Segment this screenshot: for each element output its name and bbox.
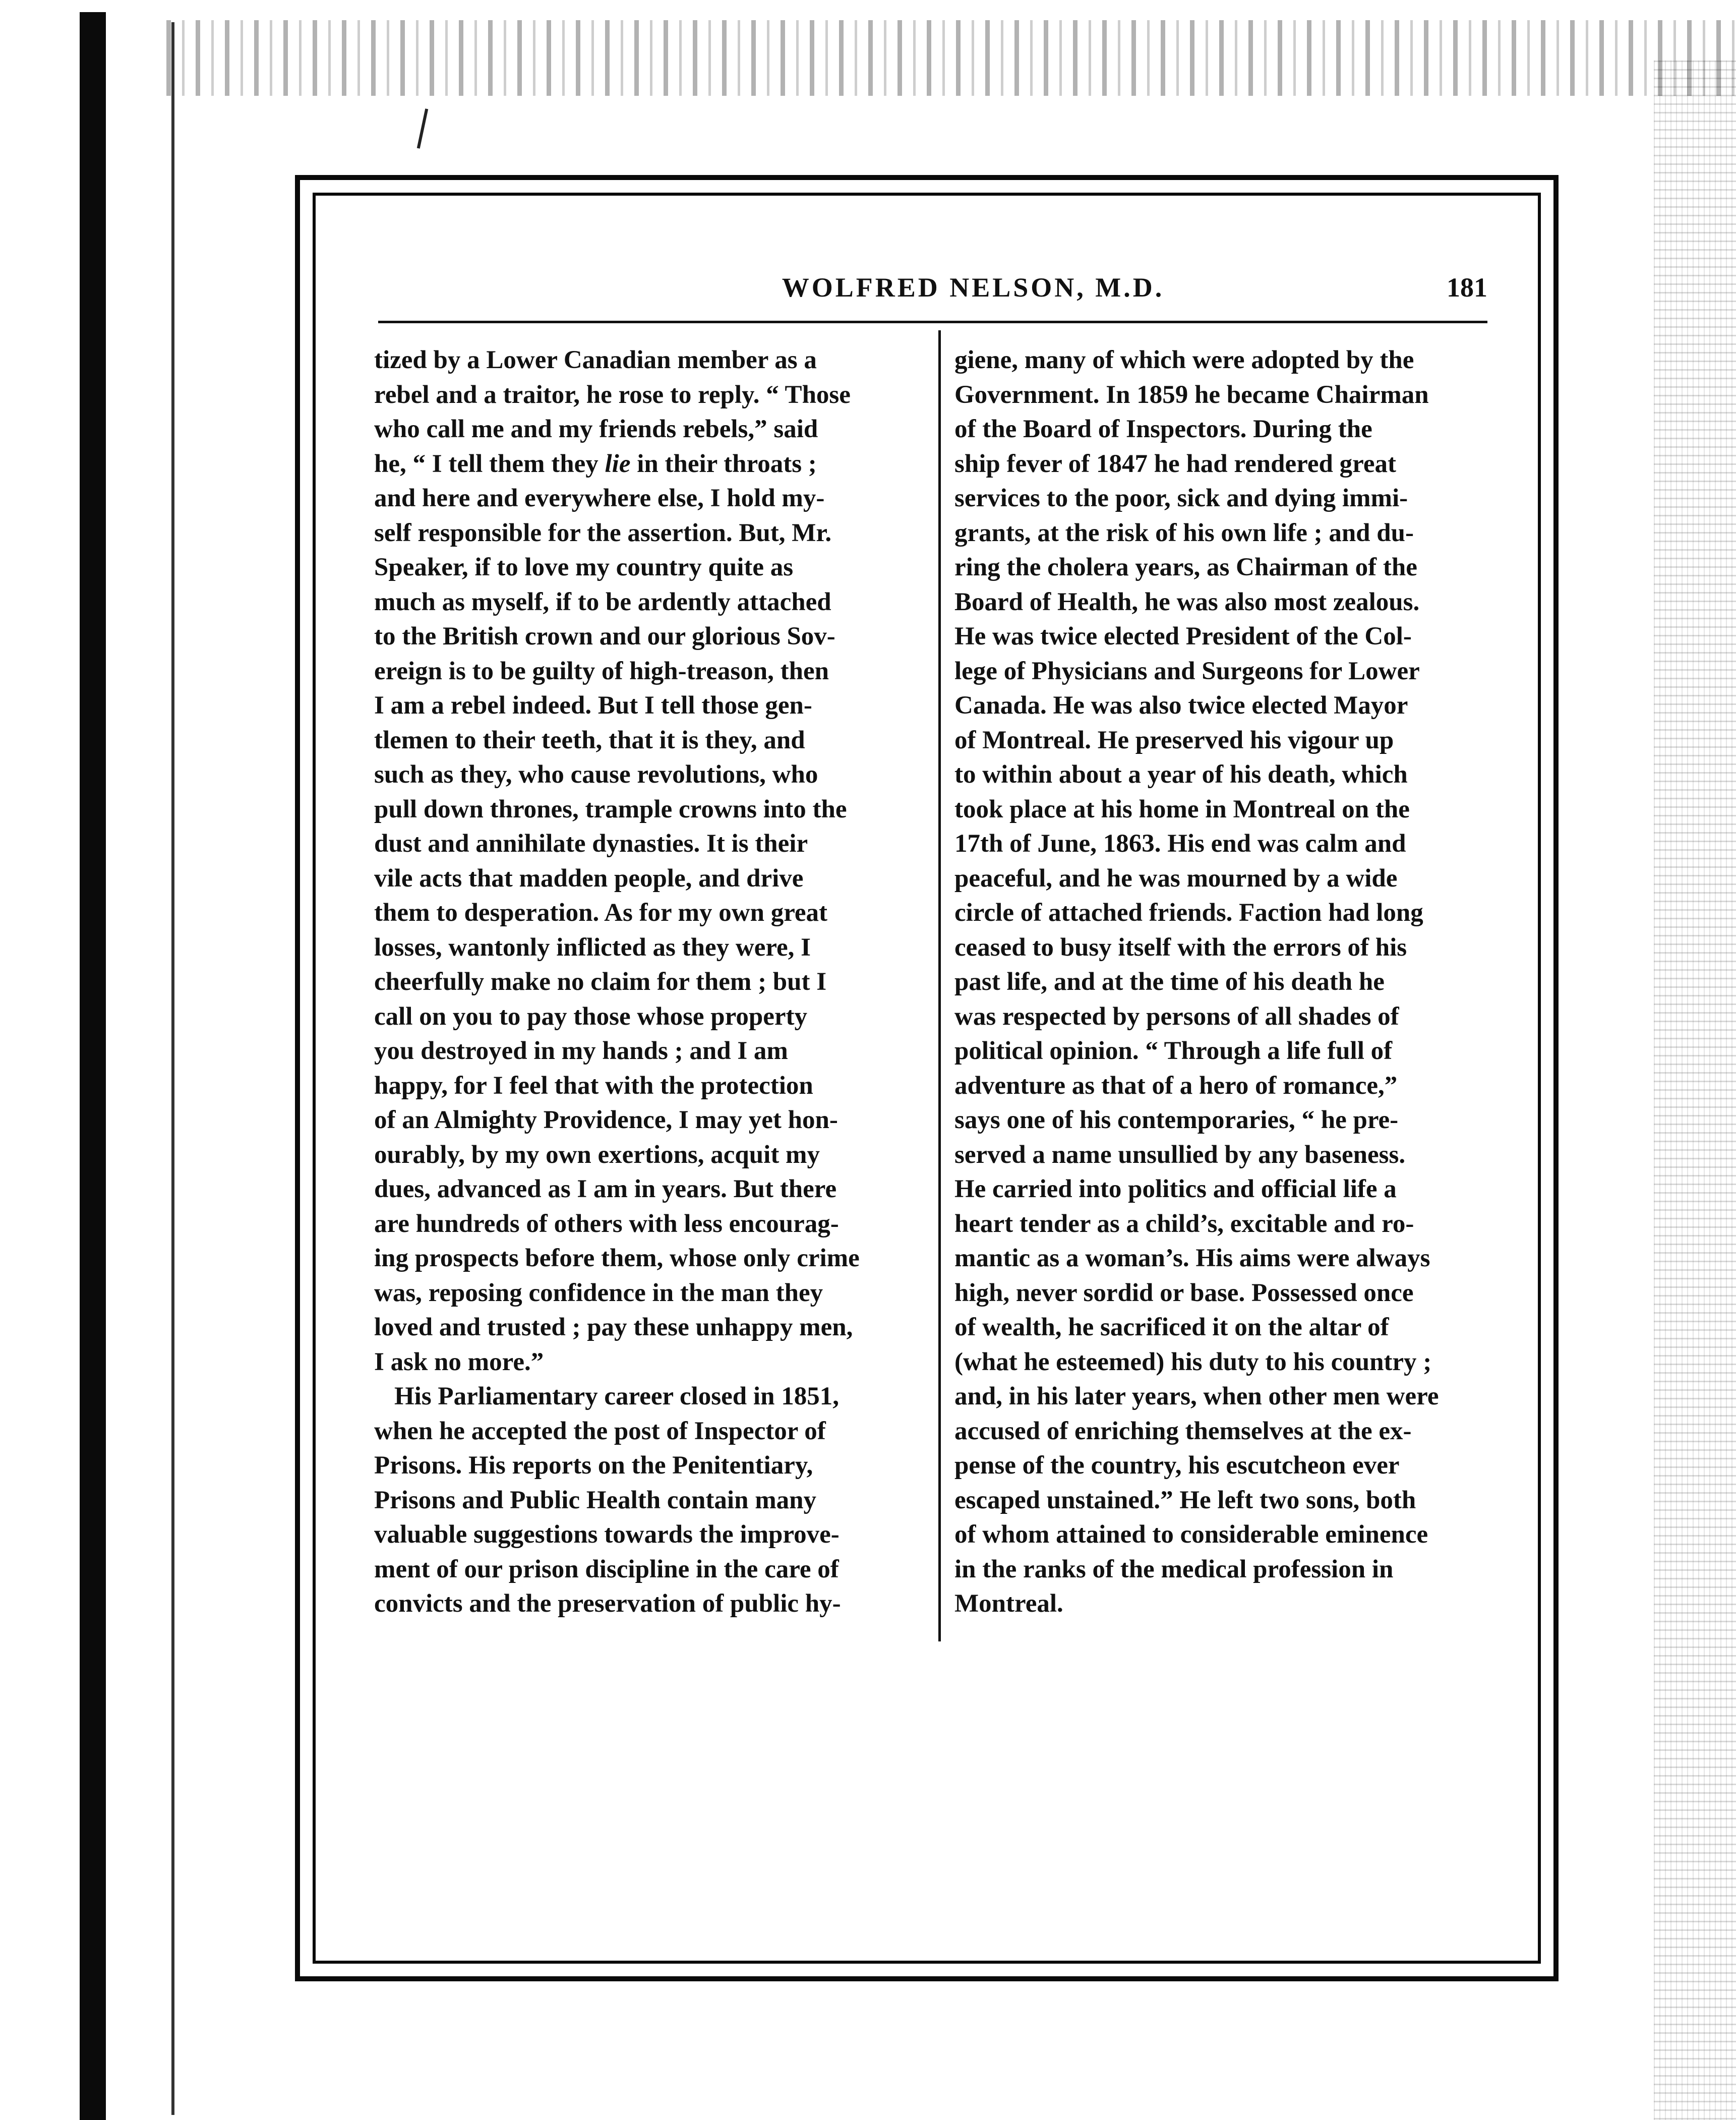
text-line: circle of attached friends. Faction had long xyxy=(954,899,1423,927)
text-line: pull down thrones, trample crowns into the xyxy=(374,795,847,823)
text-line: to within about a year of his death, which xyxy=(954,760,1408,789)
text-segment: in their throats ; xyxy=(630,449,817,478)
text-line: ceased to busy itself with the errors of his xyxy=(954,933,1407,962)
text-line: served a name unsullied by any baseness. xyxy=(954,1140,1406,1169)
text-line: rebel and a traitor, he rose to reply. “ Those xyxy=(374,380,851,409)
text-line: Speaker, if to love my country quite as xyxy=(374,553,794,581)
text-line: Montreal. xyxy=(954,1589,1063,1618)
text-line: of whom attained to considerable eminence xyxy=(954,1520,1428,1549)
binding-edge xyxy=(171,22,174,2115)
text-line: losses, wantonly inflicted as they were, I xyxy=(374,933,811,962)
text-line: them to desperation. As for my own great xyxy=(374,899,828,927)
text-line: ring the cholera years, as Chairman of the xyxy=(954,553,1417,581)
text-line: He carried into politics and official life a xyxy=(954,1175,1397,1203)
page-number: 181 xyxy=(1447,272,1487,303)
text-line: services to the poor, sick and dying immi- xyxy=(954,484,1408,512)
text-line: ment of our prison discipline in the care of xyxy=(374,1555,839,1583)
right-column xyxy=(954,343,1502,1621)
text-line: 17th of June, 1863. His end was calm and xyxy=(954,830,1406,858)
running-head xyxy=(378,262,1487,313)
pencil-mark xyxy=(417,108,429,148)
text-line: Prisons and Public Health contain many xyxy=(374,1486,817,1514)
text-line: escaped unstained.” He left two sons, both xyxy=(954,1486,1416,1514)
text-line: grants, at the risk of his own life ; and du- xyxy=(954,518,1414,547)
text-segment: he, “ I tell them they xyxy=(374,449,598,478)
text-line: such as they, who cause revolutions, who xyxy=(374,760,818,789)
text-line: self responsible for the assertion. But, Mr. xyxy=(374,518,832,547)
text-line: in the ranks of the medical profession in xyxy=(954,1555,1394,1583)
text-line: Board of Health, he was also most zealous. xyxy=(954,587,1420,616)
scan-noise-top xyxy=(166,20,1736,96)
text-line: cheerfully make no claim for them ; but I xyxy=(374,968,827,996)
text-line: of an Almighty Providence, I may yet hon- xyxy=(374,1106,838,1134)
text-line: of the Board of Inspectors. During the xyxy=(954,415,1372,443)
text-line: lege of Physicians and Surgeons for Lower xyxy=(954,657,1420,685)
text-line: adventure as that of a hero of romance,” xyxy=(954,1071,1398,1100)
text-line: heart tender as a child’s, excitable and ro- xyxy=(954,1209,1414,1238)
text-line: when he accepted the post of Inspector of xyxy=(374,1417,826,1445)
scan-noise-right xyxy=(1654,61,1736,2120)
text-line: call on you to pay those whose property xyxy=(374,1002,808,1031)
header-rule xyxy=(378,321,1487,323)
text-line: took place at his home in Montreal on the xyxy=(954,795,1410,823)
text-line: convicts and the preservation of public hy- xyxy=(374,1589,841,1618)
text-line: of Montreal. He preserved his vigour up xyxy=(954,726,1394,754)
text-line: Government. In 1859 he became Chairman xyxy=(954,380,1429,409)
text-line: ereign is to be guilty of high-treason, then xyxy=(374,657,829,685)
left-column xyxy=(374,343,921,1621)
text-line: dust and annihilate dynasties. It is their xyxy=(374,830,808,858)
column-divider xyxy=(938,330,941,1641)
text-line: ing prospects before them, whose only crime xyxy=(374,1244,860,1272)
text-line: tized by a Lower Canadian member as a xyxy=(374,346,817,374)
text-line: mantic as a woman’s. His aims were always xyxy=(954,1244,1430,1272)
text-line: pense of the country, his escutcheon ever xyxy=(954,1451,1400,1480)
italic-word: lie xyxy=(605,449,631,478)
text-line: of wealth, he sacrificed it on the altar of xyxy=(954,1313,1389,1341)
text-line: says one of his contemporaries, “ he pre- xyxy=(954,1106,1399,1134)
text-line: was, reposing confidence in the man they xyxy=(374,1278,823,1307)
text-line: giene, many of which were adopted by the xyxy=(954,346,1414,374)
text-line: loved and trusted ; pay these unhappy men, xyxy=(374,1313,853,1341)
text-line: tlemen to their teeth, that it is they, and xyxy=(374,726,805,754)
text-line: political opinion. “ Through a life full of xyxy=(954,1037,1393,1065)
text-line: past life, and at the time of his death he xyxy=(954,968,1385,996)
text-line: much as myself, if to be ardently attached xyxy=(374,587,831,616)
paragraph-start-line: His Parliamentary career closed in 1851, xyxy=(394,1382,839,1410)
text-line: peaceful, and he was mourned by a wide xyxy=(954,864,1398,893)
text-line: Prisons. His reports on the Penitentiary, xyxy=(374,1451,813,1480)
text-line: I ask no more.” xyxy=(374,1347,544,1376)
text-line xyxy=(374,447,921,482)
text-line: ship fever of 1847 he had rendered great xyxy=(954,449,1396,478)
text-line: He was twice elected President of the Col- xyxy=(954,622,1412,651)
text-line: dues, advanced as I am in years. But there xyxy=(374,1175,837,1203)
binding-shadow xyxy=(80,12,106,2120)
text-line: valuable suggestions towards the improve- xyxy=(374,1520,840,1549)
text-line: you destroyed in my hands ; and I am xyxy=(374,1037,788,1065)
text-line: and here and everywhere else, I hold my- xyxy=(374,484,825,512)
text-line: and, in his later years, when other men were xyxy=(954,1382,1439,1410)
running-title: WOLFRED NELSON, M.D. xyxy=(782,272,1165,303)
text-line: are hundreds of others with less encourag- xyxy=(374,1209,839,1238)
text-line: I am a rebel indeed. But I tell those gen- xyxy=(374,691,812,720)
text-line: vile acts that madden people, and drive xyxy=(374,864,804,893)
text-line: (what he esteemed) his duty to his country ; xyxy=(954,1347,1432,1376)
text-line: ourably, by my own exertions, acquit my xyxy=(374,1140,820,1169)
text-line: was respected by persons of all shades of xyxy=(954,1002,1399,1031)
text-line: high, never sordid or base. Possessed once xyxy=(954,1278,1414,1307)
text-line: happy, for I feel that with the protection xyxy=(374,1071,813,1100)
text-line: accused of enriching themselves at the ex- xyxy=(954,1417,1412,1445)
text-line: Canada. He was also twice elected Mayor xyxy=(954,691,1408,720)
text-line: who call me and my friends rebels,” said xyxy=(374,415,818,443)
text-line: to the British crown and our glorious Sov- xyxy=(374,622,835,651)
